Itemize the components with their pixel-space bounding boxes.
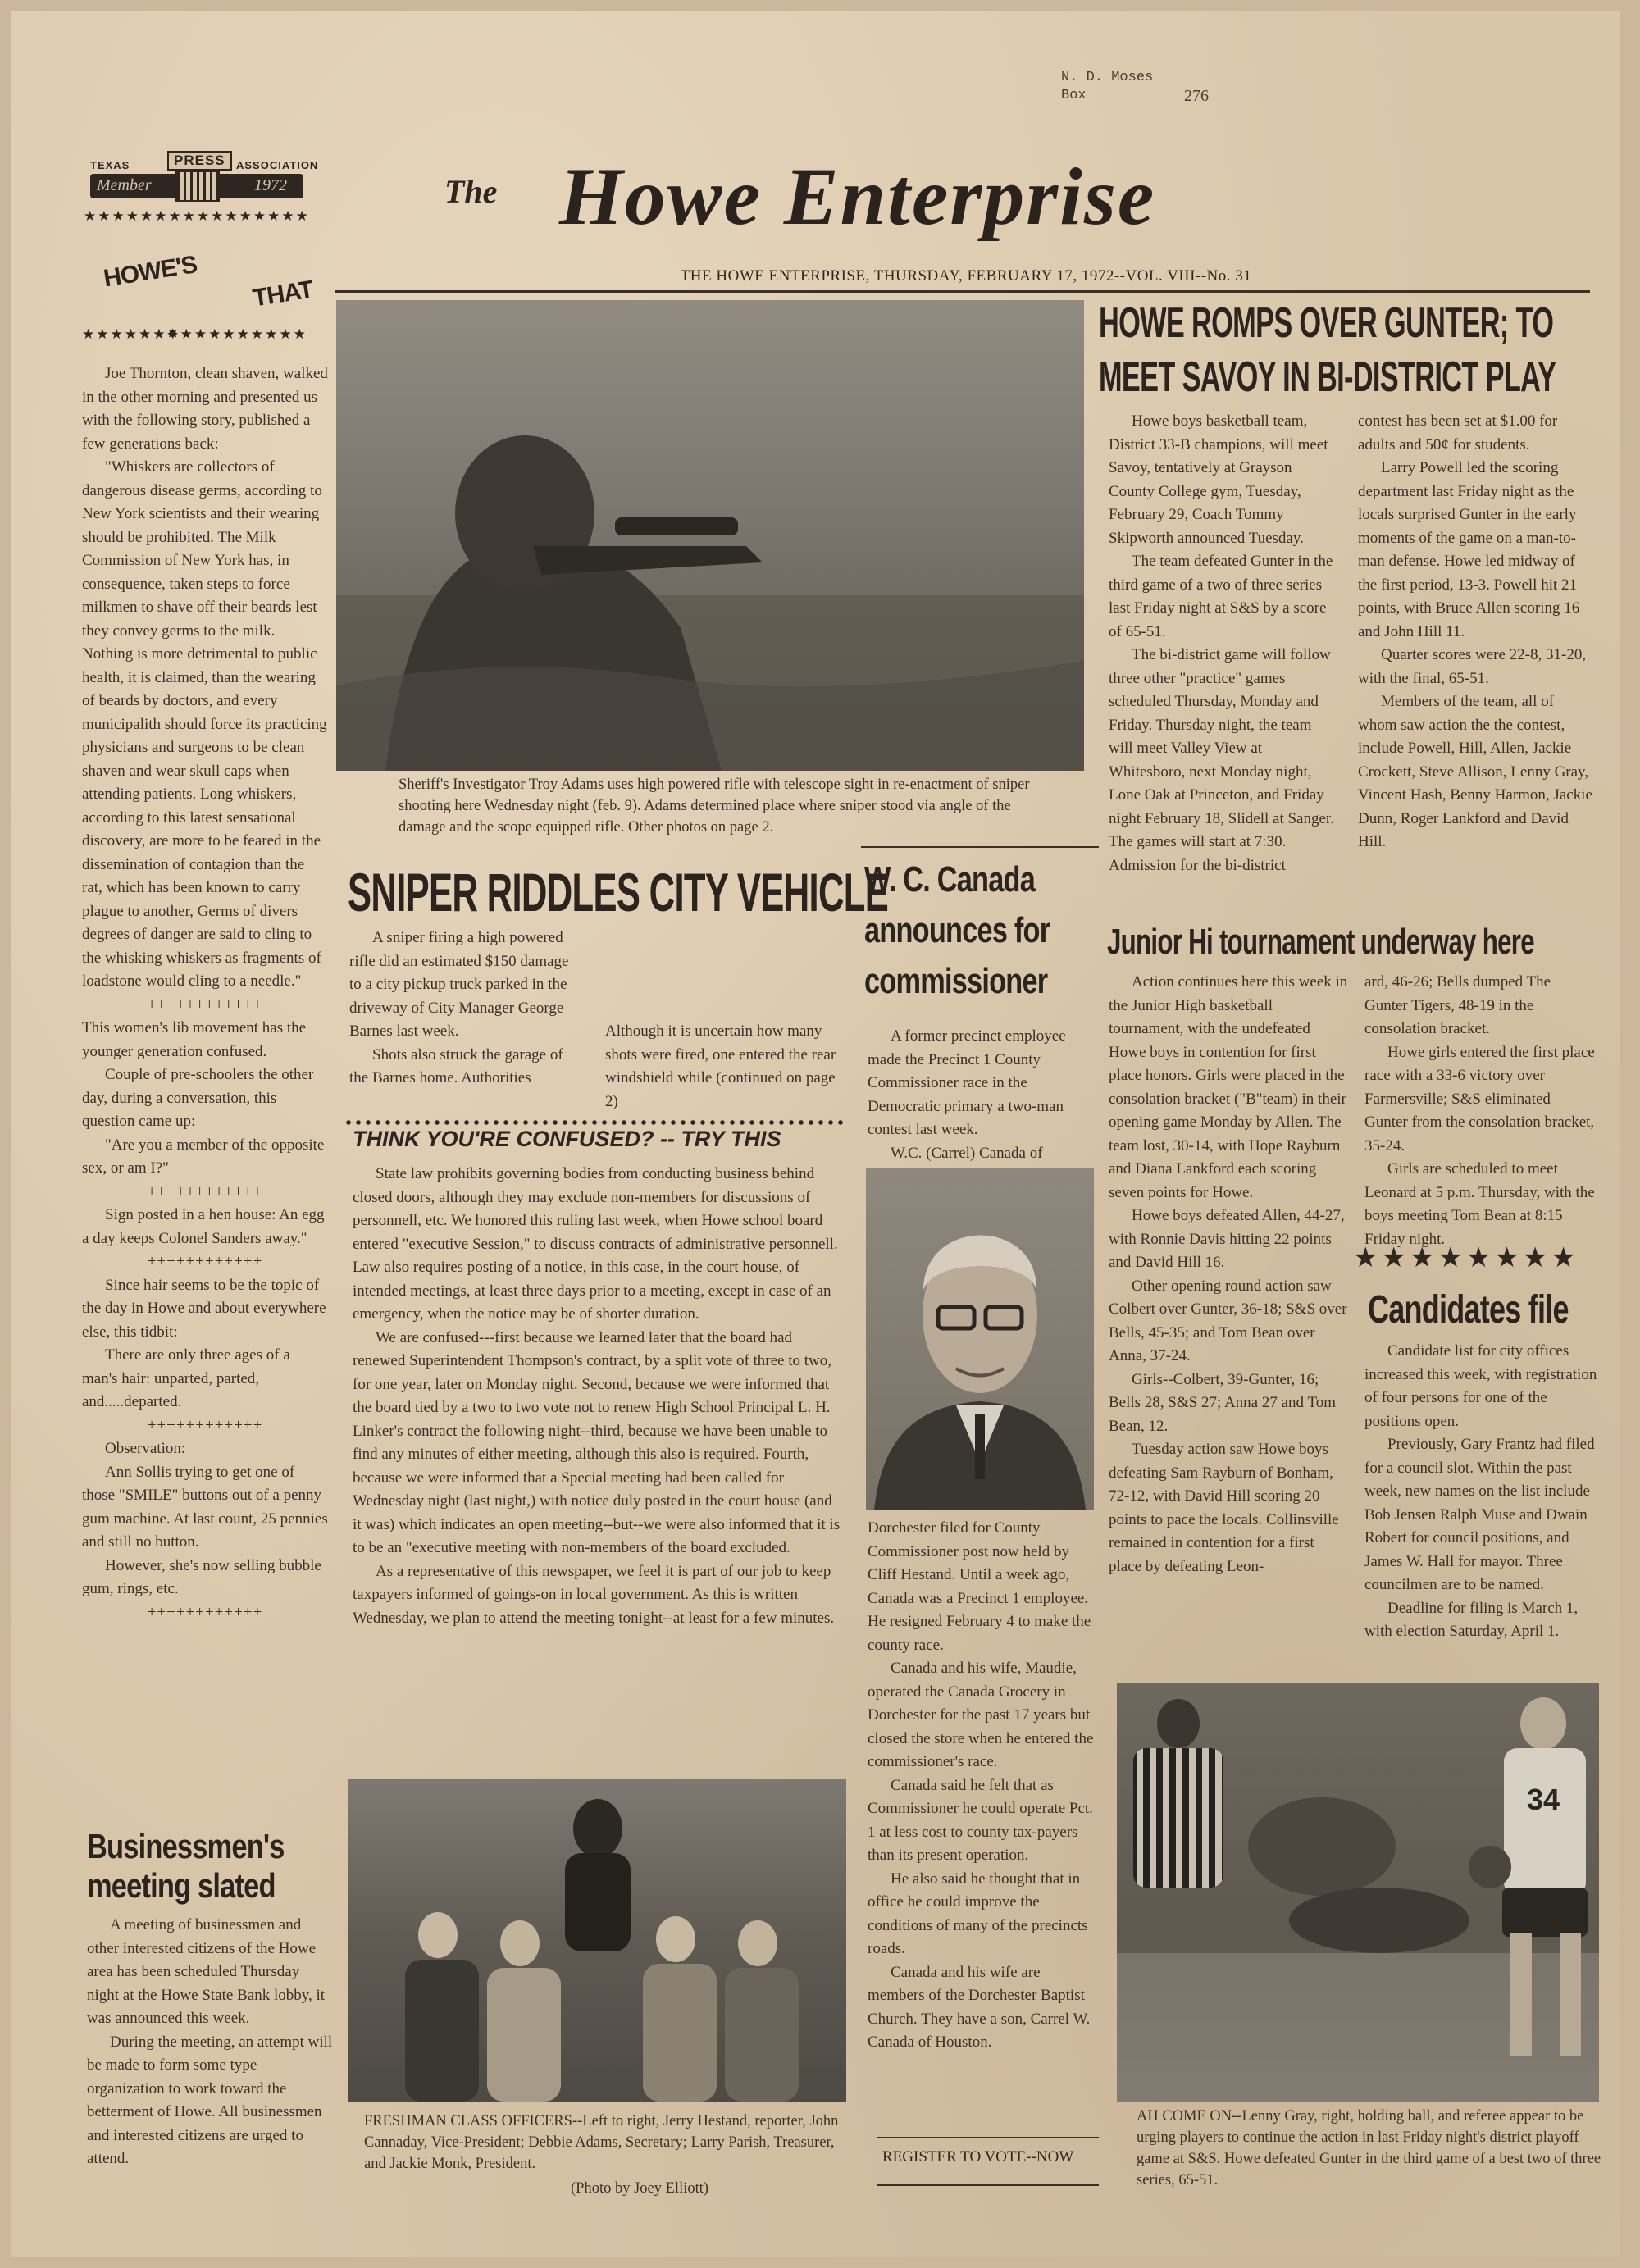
junior-hi-p5: Tuesday action saw Howe boys defeating Sam Rayburn of Bonham, 72-12, with David Hill scoring 20 points to pace the locals. Collinsville remained in contention for a first place by defeating Leon-: [1109, 1441, 1339, 1575]
basketball-photo-image: [1117, 1683, 1599, 2102]
badge-building-icon: [175, 171, 220, 202]
sniper-p3: Although it is uncertain how many shots were fired, one entered the rear windshield while (continued on page 2): [605, 1022, 836, 1110]
howes-that-column: [82, 362, 328, 1624]
junior-hi-p6: ard, 46-26; Bells dumped The Gunter Tigers, 48-19 in the consolation bracket.: [1364, 973, 1551, 1037]
confused-p1: State law prohibits governing bodies from conducting business behind closed doors, although they may exclude non-members for discussions of personnell, etc. We honored this ruling last week, when Howe school board entered "executive Session," to discuss contracts of administrative personnell. Law also requires posting of a notice, in this case, in the court house, of intended meetings, at least three days prior to a meeting, except in case of an emergency, when the notice may be of shorter duration.: [353, 1165, 838, 1323]
badge-association: ASSOCIATION: [236, 159, 319, 171]
separator: ++++++++++++: [147, 1416, 263, 1434]
separator: ++++++++++++: [147, 1253, 263, 1270]
junior-hi-col1: [1109, 971, 1348, 1578]
howes-that-header: [82, 249, 331, 348]
badge-press: PRESS: [167, 151, 232, 171]
canada-portrait-image: [866, 1168, 1094, 1510]
howes-that-stars: ★★★★★★✸★★★★★★★★★: [82, 326, 308, 342]
howes-that-p8: There are only three ages of a man's hair: unparted, parted, and.....departed.: [82, 1346, 290, 1410]
canada-p2: W.C. (Carrel) Canada of: [891, 1144, 1043, 1162]
canada-headline-line2: announces for: [864, 910, 1050, 950]
junior-hi-p8: Girls are scheduled to meet Leonard at 5 p.m. Thursday, with the boys meeting Tom Bean at 8:15 Friday night.: [1364, 1160, 1595, 1248]
howes-that-word1: HOWE'S: [102, 251, 199, 293]
newspaper-page: [11, 11, 1620, 2257]
howe-romps-p3: The bi-district game will follow three other "practice" games scheduled Thursday, Monday and Friday. Thursday night, the team will meet Valley View at Whitesboro, next Monday night, Lone Oak at Princeton, and Friday night February 18, Slidell at Sanger. The games will start at 7:30. Admission for the bi-district: [1109, 646, 1334, 874]
basketball-game-photo: [1117, 1683, 1599, 2102]
confused-p3: As a representative of this newspaper, we feel it is part of our job to keep taxpayers informed of goings-on in local government. As this is written Wednesday, we plan to attend the meeting tonight--at least for a few minutes.: [353, 1562, 835, 1627]
howes-that-p5: "Are you a member of the opposite sex, or am I?": [82, 1136, 325, 1177]
sniper-photo-image: [336, 300, 1084, 771]
businessmen-p2: During the meeting, an attempt will be made to form some type organization to work toward the betterment of Howe. All businessmen and interested citizens are urged to attend.: [87, 2033, 333, 2167]
candidates-stars: ★★★★★★★★: [1353, 1243, 1579, 1273]
junior-hi-p2: Howe boys defeated Allen, 44-27, with Ronnie Davis hitting 22 points and David Hill 16.: [1109, 1207, 1345, 1271]
canada-p7: Canada and his wife are members of the Dorchester Baptist Church. They have a son, Carrel W. Canada of Houston.: [868, 1963, 1091, 2051]
businessmen-headline: [87, 1827, 333, 1909]
candidates-story: [1364, 1340, 1597, 1644]
howes-that-p6: Sign posted in a hen house: An egg a day keeps Colonel Sanders away.": [82, 1206, 325, 1247]
howe-romps-p6: Quarter scores were 22-8, 31-20, with the final, 65-51.: [1358, 646, 1587, 687]
freshman-officers-photo: [348, 1779, 846, 2102]
candidates-p2: Previously, Gary Frantz had filed for a council slot. Within the past week, new names on the list include Bob Jensen Ralph Muse and Dwain Robert for council positions, and James W. Hall for mayor. Three councilmen are to be named.: [1364, 1436, 1595, 1593]
candidates-p3: Deadline for filing is March 1, with election Saturday, April 1.: [1364, 1599, 1578, 1640]
masthead-title: Howe Enterprise: [559, 151, 1156, 242]
canada-p4: Canada and his wife, Maudie, operated the Canada Grocery in Dorchester for the past 17 years but closed the store when he entered the commissioner's race.: [868, 1660, 1094, 1770]
howe-romps-p5: Larry Powell led the scoring department last Friday night as the locals surprised Gunter in the early moments of the game on a man-to-man defense. Howe led midway of the first period, 13-3. Powell hit 21 points, with Bruce Allen scoring 16 and John Hill 11.: [1358, 459, 1580, 640]
canada-story-top: [868, 1025, 1096, 1165]
sniper-headline: SNIPER RIDDLES CITY VEHICLE: [348, 862, 889, 922]
howe-romps-headline-line2: MEET SAVOY IN BI-DISTRICT PLAY: [1099, 353, 1556, 401]
masthead-dateline: THE HOWE ENTERPRISE, THURSDAY, FEBRUARY 17, 1972--VOL. VIII--No. 31: [680, 267, 1252, 285]
junior-hi-headline: Junior Hi tournament underway here: [1107, 922, 1534, 962]
sniper-p1: A sniper firing a high powered rifle did an estimated $150 damage to a city pickup truck parked in the driveway of City Manager George Barnes last week.: [349, 929, 569, 1040]
stamp-box: Box: [1061, 88, 1086, 103]
canada-p1: A former precinct employee made the Precinct 1 County Commissioner race in the Democratic primary a two-man contest last week.: [868, 1027, 1066, 1138]
confused-p2: We are confused---first because we learned later that the board had renewed Superintendent Thompson's contract, by a split vote of three to two, for one year, later on Monday night. Second, because we were informed that the board tied by a two to two vote not to renew High School Principal L. H. Linker's contract the following night--third, because we have been unable to find any minutes of either meeting, although this also is required. Fourth, because we were informed that a Special meeting had been called for Wednesday night (last night,) with notice duly posted in the court house (and it was) which indicates an open meeting--but--we were also informed that it is to be an "executive meeting with non-members of the board excluded.: [353, 1328, 840, 1556]
businessmen-p1: A meeting of businessmen and other interested citizens of the Howe area has been scheduled Thursday night at the Howe State Bank lobby, it was announced this week.: [87, 1916, 326, 2027]
junior-hi-p3: Other opening round action saw Colbert over Gunter, 36-18; S&S over Bells, 45-35; and Tom Bean over Anna, 37-24.: [1109, 1277, 1347, 1364]
howe-romps-headline: [1099, 298, 1607, 405]
masthead-rule: [335, 290, 1590, 293]
separator: ++++++++++++: [147, 1182, 263, 1200]
howes-that-p7: Since hair seems to be the topic of the day in Howe and about everywhere else, this tidbit:: [82, 1276, 326, 1341]
howe-romps-col2: [1358, 410, 1596, 854]
confused-headline: THINK YOU'RE CONFUSED? -- TRY THIS: [353, 1127, 781, 1151]
sniper-reenactment-photo: [336, 300, 1084, 771]
freshman-photo-credit: (Photo by Joey Elliott): [571, 2180, 709, 2197]
junior-hi-col2: [1364, 971, 1597, 1251]
stamp-box-number: 276: [1184, 87, 1209, 105]
badge-year: 1972: [254, 176, 287, 194]
businessmen-headline-line1: Businessmen's: [87, 1827, 285, 1865]
sniper-photo-caption: Sheriff's Investigator Troy Adams uses high powered rifle with telescope sight in re-enactment of sniper shooting here Wednesday night (feb. 9). Adams determined place where sniper stood via angle of the damage and the scope equipped rifle. Other photos on page 2.: [399, 776, 1030, 836]
candidates-p1: Candidate list for city offices increased this week, with registration of four persons for one of the positions open.: [1364, 1342, 1597, 1430]
register-bottom-rule: [877, 2184, 1099, 2186]
separator: ++++++++++++: [147, 1603, 263, 1621]
howes-that-p9: Observation:: [105, 1440, 186, 1457]
businessmen-story: [87, 1914, 333, 2171]
canada-headline-line1: W. C. Canada: [864, 859, 1036, 899]
sniper-story-col2: [605, 927, 843, 1114]
howes-that-p1: Joe Thornton, clean shaven, walked in the other morning and presented us with the following story, published a few generations back:: [82, 365, 328, 453]
howes-that-p4: Couple of pre-schoolers the other day, during a conversation, this question came up:: [82, 1066, 314, 1130]
canada-story-bottom: [868, 1517, 1096, 2055]
confused-story: [353, 1163, 843, 1630]
jersey-number: 34: [1527, 1783, 1560, 1816]
sniper-p2: Shots also struck the garage of the Barnes home. Authorities: [349, 1045, 563, 1086]
freshman-photo-image: [348, 1779, 846, 2102]
press-association-badge: [75, 144, 321, 235]
howe-romps-p4: contest has been set at $1.00 for adults and 50¢ for students.: [1358, 412, 1558, 453]
separator: ++++++++++++: [147, 995, 263, 1013]
ownership-stamp: [1061, 69, 1225, 105]
masthead-the: The: [444, 173, 498, 210]
canada-p3: Dorchester filed for County Commissioner post now held by Cliff Hestand. Until a week ago, Canada was a Precinct 1 employee. He resigned February 4 to make the county race.: [868, 1519, 1091, 1654]
canada-headline: [864, 859, 1102, 1023]
canada-p6: He also said he thought that in office he could improve the conditions of many of the precincts roads.: [868, 1870, 1088, 1957]
junior-hi-p1: Action continues here this week in the Junior High basketball tournament, with the undefeated Howe boys in contention for first place honors. Girls were placed in the consolation bracket ("B"team) in their opening game Monday by Allen. The team lost, 30-14, with Hope Rayburn and Diana Lankford each scoring seven points for Howe.: [1109, 973, 1348, 1201]
badge-member: Member: [97, 176, 152, 194]
howe-romps-col1: [1109, 410, 1338, 877]
canada-p5: Canada said he felt that as Commissioner he could operate Pct. 1 at less cost to county tax-payers than its present operation.: [868, 1776, 1093, 1864]
basketball-photo-caption: AH COME ON--Lenny Gray, right, holding ball, and referee appear to be urging players to continue the action in last Friday night's district playoff game at S&S. Howe defeated Gunter in the third game of a best two of three series, 65-51.: [1137, 2108, 1601, 2188]
howe-romps-p2: The team defeated Gunter in the third game of a two of three series last Friday night at S&S by a score of 65-51.: [1109, 553, 1333, 640]
junior-hi-p7: Howe girls entered the first place race with a 33-6 victory over Farmersville; S&S eliminated Gunter from the consolation bracket, 35-24.: [1364, 1043, 1595, 1154]
canada-top-rule: [861, 846, 1099, 848]
register-to-vote: REGISTER TO VOTE--NOW: [882, 2148, 1074, 2166]
canada-portrait-photo: [866, 1168, 1094, 1510]
howes-that-p3: This women's lib movement has the younger generation confused.: [82, 1019, 307, 1060]
howe-romps-p7: Members of the team, all of whom saw action the the contest, include Powell, Hill, Allen, Jackie Crockett, Steve Allison, Lenny Gray, Vincent Hash, Benny Harmon, Jackie Dunn, Roger Lankford and David Hill.: [1358, 693, 1592, 850]
confused-rule: [344, 1120, 844, 1125]
junior-hi-p4: Girls--Colbert, 39-Gunter, 16; Bells 28, S&S 27; Anna 27 and Tom Bean, 12.: [1109, 1370, 1337, 1435]
howes-that-p2: "Whiskers are collectors of dangerous disease germs, according to New York scientists and their wearing should be prohibited. The Milk Commission of New York has, in consequence, taken steps to force milkmen to shave off their beards lest they convey germs to the milk. Nothing is more detrimental to public health, it is claimed, than the wearing of beards by doctors, and every municipalith should force its practicing physicians and surgeons to be clean shaven and wear skull caps when attending patients. Long whiskers, according to this latest sensational discovery, are more to be feared in the dissemination of contagion than the rat, which has been known to carry plague to another, Germs of divers degrees of danger are said to cling to the whisking whiskers as fragments of loadstone would cling to a needle.": [82, 458, 327, 990]
badge-stars: ★★★★★★★★★★★★★★★★: [84, 208, 310, 224]
stamp-name: N. D. Moses: [1061, 70, 1154, 85]
register-top-rule: [877, 2137, 1099, 2138]
howe-romps-headline-line1: HOWE ROMPS OVER GUNTER; TO: [1099, 299, 1554, 347]
badge-banner: [90, 174, 303, 198]
sniper-story-col1: [349, 927, 583, 1091]
candidates-headline: Candidates file: [1368, 1288, 1569, 1332]
businessmen-headline-line2: meeting slated: [87, 1866, 276, 1905]
howe-romps-p1: Howe boys basketball team, District 33-B champions, will meet Savoy, tentatively at Grayson County College gym, Tuesday, February 29, Coach Tommy Skipworth announced Tuesday.: [1109, 412, 1328, 547]
badge-texas: TEXAS: [90, 159, 130, 171]
howes-that-p10: Ann Sollis trying to get one of those "SMILE" buttons out of a penny gum machine. At last count, 25 pennies and still no button.: [82, 1463, 328, 1551]
freshman-photo-caption: FRESHMAN CLASS OFFICERS--Left to right, Jerry Hestand, reporter, John Cannaday, Vice-President; Debbie Adams, Secretary; Larry Parish, Treasurer, and Jackie Monk, President.: [364, 2113, 839, 2172]
howes-that-word2: THAT: [251, 276, 316, 312]
howes-that-p11: However, she's now selling bubble gum, rings, etc.: [82, 1556, 321, 1597]
canada-headline-line3: commissioner: [864, 961, 1048, 1001]
